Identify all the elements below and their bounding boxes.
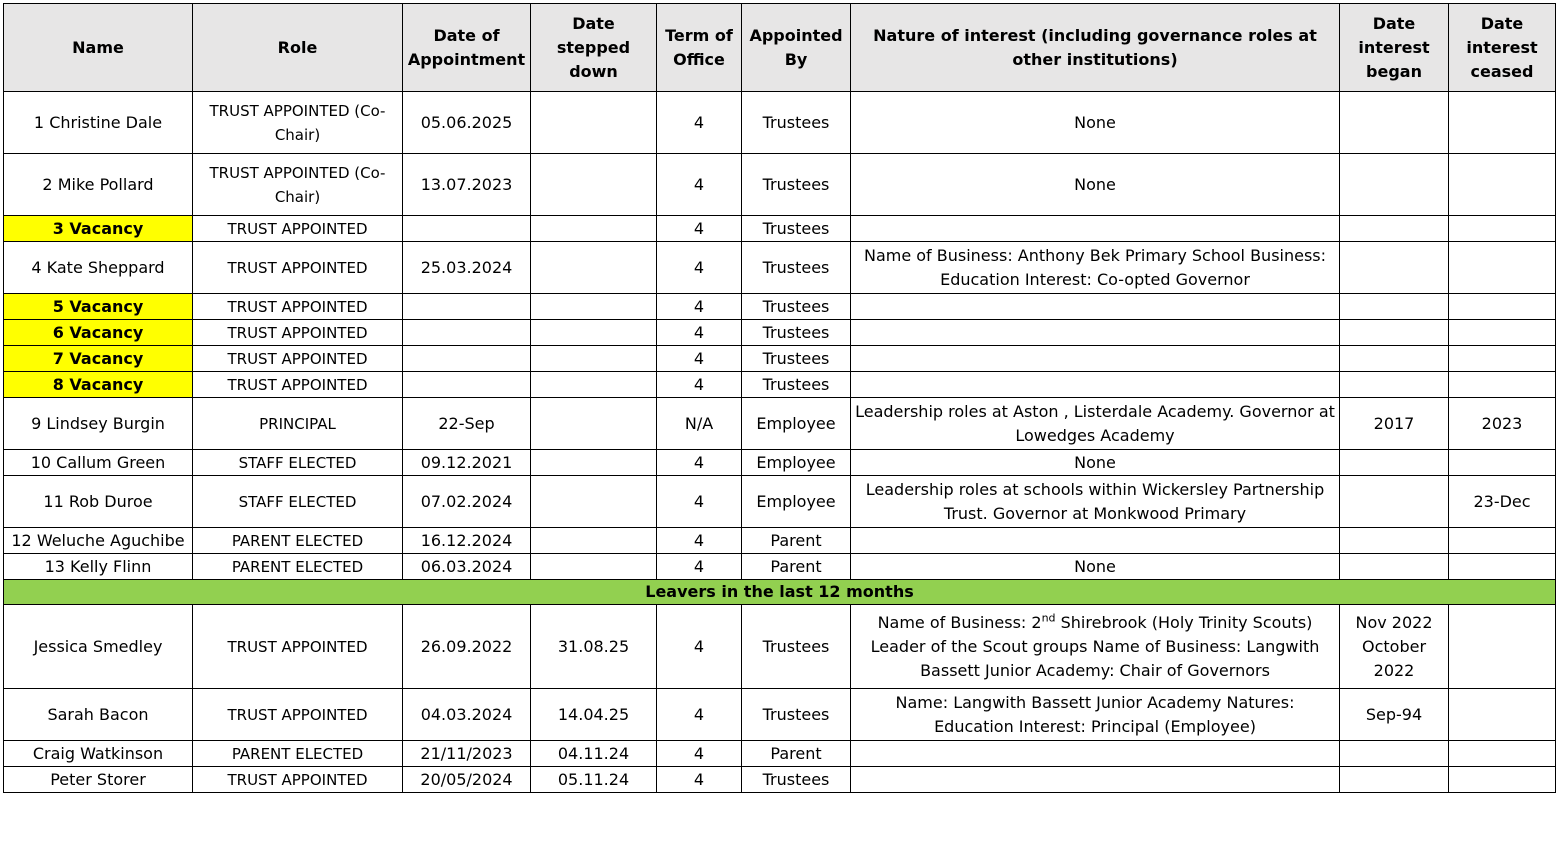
cell-name: Craig Watkinson: [4, 741, 193, 767]
table-row: [4, 605, 1556, 689]
cell-date-appointment: 04.03.2024: [403, 689, 531, 741]
nature-text-start: Name of Business: 2: [877, 612, 1042, 632]
cell-nature: Name: Langwith Bassett Junior Academy Natures: Education Interest: Principal (Employee): [851, 689, 1340, 741]
cell-role: PARENT ELECTED: [193, 554, 403, 580]
cell-interest-ceased: [1449, 741, 1556, 767]
cell-date-appointment: 21/11/2023: [403, 741, 531, 767]
cell-name: 2 Mike Pollard: [4, 154, 193, 216]
cell-name: 13 Kelly Flinn: [4, 554, 193, 580]
cell-interest-ceased: [1449, 294, 1556, 320]
cell-nature: None: [851, 92, 1340, 154]
cell-date-appointment: 05.06.2025: [403, 92, 531, 154]
cell-date-appointment: 16.12.2024: [403, 528, 531, 554]
cell-role: PARENT ELECTED: [193, 528, 403, 554]
cell-role: TRUST APPOINTED: [193, 605, 403, 689]
cell-nature: [851, 605, 1340, 689]
table-row: [4, 767, 1556, 793]
cell-date-stepped-down: [531, 528, 657, 554]
cell-interest-began: [1340, 528, 1449, 554]
cell-nature: None: [851, 154, 1340, 216]
cell-nature: Name of Business: Anthony Bek Primary School Business: Education Interest: Co-opted Governor: [851, 242, 1340, 294]
cell-date-stepped-down: [531, 294, 657, 320]
header-appointed-by: Appointed By: [742, 4, 851, 92]
cell-date-appointment: [403, 216, 531, 242]
cell-nature: [851, 528, 1340, 554]
table-row: [4, 346, 1556, 372]
cell-interest-ceased: [1449, 92, 1556, 154]
cell-name-vacancy: 6 Vacancy: [4, 320, 193, 346]
cell-interest-ceased: [1449, 346, 1556, 372]
cell-appointed-by: Trustees: [742, 92, 851, 154]
cell-term: 4: [657, 741, 742, 767]
cell-interest-ceased: [1449, 605, 1556, 689]
cell-interest-began: [1340, 92, 1449, 154]
cell-role: PRINCIPAL: [193, 398, 403, 450]
table-row: [4, 741, 1556, 767]
cell-appointed-by: Employee: [742, 398, 851, 450]
cell-term: 4: [657, 216, 742, 242]
table-row: [4, 242, 1556, 294]
header-date-appointment: Date of Appointment: [403, 4, 531, 92]
cell-term: 4: [657, 154, 742, 216]
cell-term: 4: [657, 476, 742, 528]
cell-appointed-by: Trustees: [742, 294, 851, 320]
cell-appointed-by: Trustees: [742, 346, 851, 372]
cell-interest-ceased: 23-Dec: [1449, 476, 1556, 528]
cell-role: TRUST APPOINTED (Co-Chair): [193, 92, 403, 154]
cell-date-stepped-down: [531, 216, 657, 242]
cell-nature: [851, 216, 1340, 242]
cell-interest-ceased: [1449, 154, 1556, 216]
table-row: [4, 372, 1556, 398]
cell-date-stepped-down: 31.08.25: [531, 605, 657, 689]
leavers-section-row: [4, 580, 1556, 605]
table-row: [4, 92, 1556, 154]
table-row: [4, 398, 1556, 450]
cell-term: 4: [657, 689, 742, 741]
cell-interest-began: [1340, 320, 1449, 346]
cell-date-appointment: 13.07.2023: [403, 154, 531, 216]
cell-date-appointment: [403, 372, 531, 398]
cell-interest-ceased: 2023: [1449, 398, 1556, 450]
cell-interest-ceased: [1449, 528, 1556, 554]
cell-interest-began: [1340, 154, 1449, 216]
cell-name-vacancy: 3 Vacancy: [4, 216, 193, 242]
cell-interest-began: [1340, 242, 1449, 294]
cell-interest-ceased: [1449, 242, 1556, 294]
cell-name: 1 Christine Dale: [4, 92, 193, 154]
cell-date-appointment: [403, 320, 531, 346]
cell-appointed-by: Trustees: [742, 372, 851, 398]
cell-interest-ceased: [1449, 689, 1556, 741]
cell-nature: Leadership roles at Aston , Listerdale Academy. Governor at Lowedges Academy: [851, 398, 1340, 450]
cell-date-appointment: 07.02.2024: [403, 476, 531, 528]
cell-interest-began: [1340, 294, 1449, 320]
cell-term: 4: [657, 605, 742, 689]
cell-appointed-by: Parent: [742, 528, 851, 554]
cell-name-vacancy: 8 Vacancy: [4, 372, 193, 398]
cell-date-appointment: 20/05/2024: [403, 767, 531, 793]
cell-interest-ceased: [1449, 372, 1556, 398]
cell-date-appointment: 06.03.2024: [403, 554, 531, 580]
cell-interest-began: [1340, 450, 1449, 476]
cell-role: TRUST APPOINTED: [193, 689, 403, 741]
cell-name: Jessica Smedley: [4, 605, 193, 689]
header-term: Term of Office: [657, 4, 742, 92]
cell-term: 4: [657, 554, 742, 580]
cell-role: TRUST APPOINTED: [193, 346, 403, 372]
cell-name: 9 Lindsey Burgin: [4, 398, 193, 450]
cell-interest-began: [1340, 476, 1449, 528]
cell-date-stepped-down: 14.04.25: [531, 689, 657, 741]
table-row: [4, 689, 1556, 741]
cell-role: TRUST APPOINTED: [193, 242, 403, 294]
cell-appointed-by: Parent: [742, 554, 851, 580]
cell-name: Peter Storer: [4, 767, 193, 793]
header-interest-began: Date interest began: [1340, 4, 1449, 92]
header-role: Role: [193, 4, 403, 92]
cell-term: 4: [657, 450, 742, 476]
cell-role: PARENT ELECTED: [193, 741, 403, 767]
cell-date-appointment: 26.09.2022: [403, 605, 531, 689]
table-row: [4, 216, 1556, 242]
governors-register-table: [3, 3, 1556, 793]
cell-appointed-by: Trustees: [742, 767, 851, 793]
cell-appointed-by: Trustees: [742, 242, 851, 294]
cell-date-appointment: 22-Sep: [403, 398, 531, 450]
cell-name-vacancy: 7 Vacancy: [4, 346, 193, 372]
cell-nature: [851, 372, 1340, 398]
cell-appointed-by: Employee: [742, 450, 851, 476]
cell-date-stepped-down: [531, 346, 657, 372]
cell-interest-ceased: [1449, 320, 1556, 346]
cell-role: TRUST APPOINTED: [193, 294, 403, 320]
table-row: [4, 154, 1556, 216]
header-date-stepped-down: Date stepped down: [531, 4, 657, 92]
cell-date-appointment: [403, 294, 531, 320]
cell-date-stepped-down: [531, 398, 657, 450]
cell-nature: [851, 320, 1340, 346]
nature-text-end: Shirebrook (Holy Trinity Scouts) Leader of the Scout groups Name of Business: Langwith Bassett Junior Academy: Chair of Governors: [870, 612, 1320, 680]
cell-appointed-by: Trustees: [742, 689, 851, 741]
cell-interest-began: [1340, 554, 1449, 580]
cell-nature: [851, 767, 1340, 793]
cell-term: 4: [657, 242, 742, 294]
cell-appointed-by: Parent: [742, 741, 851, 767]
cell-role: TRUST APPOINTED: [193, 320, 403, 346]
cell-term: 4: [657, 372, 742, 398]
header-interest-ceased: Date interest ceased: [1449, 4, 1556, 92]
cell-name: 12 Weluche Aguchibe: [4, 528, 193, 554]
cell-term: 4: [657, 294, 742, 320]
cell-interest-ceased: [1449, 216, 1556, 242]
header-row: [4, 4, 1556, 92]
table-row: [4, 528, 1556, 554]
cell-date-stepped-down: [531, 242, 657, 294]
nature-superscript: nd: [1041, 611, 1056, 625]
cell-name: 4 Kate Sheppard: [4, 242, 193, 294]
table-row: [4, 450, 1556, 476]
table-row: [4, 294, 1556, 320]
cell-date-stepped-down: 04.11.24: [531, 741, 657, 767]
cell-nature: [851, 741, 1340, 767]
cell-name: 10 Callum Green: [4, 450, 193, 476]
cell-date-stepped-down: 05.11.24: [531, 767, 657, 793]
cell-appointed-by: Trustees: [742, 605, 851, 689]
cell-nature: [851, 346, 1340, 372]
cell-appointed-by: Trustees: [742, 154, 851, 216]
cell-date-stepped-down: [531, 372, 657, 398]
cell-nature: [851, 294, 1340, 320]
cell-interest-began: 2017: [1340, 398, 1449, 450]
cell-nature: Leadership roles at schools within Wickersley Partnership Trust. Governor at Monkwood Primary: [851, 476, 1340, 528]
cell-interest-began: [1340, 767, 1449, 793]
table-row: [4, 476, 1556, 528]
cell-role: STAFF ELECTED: [193, 476, 403, 528]
cell-role: STAFF ELECTED: [193, 450, 403, 476]
cell-interest-began: [1340, 741, 1449, 767]
cell-nature: None: [851, 554, 1340, 580]
cell-role: TRUST APPOINTED: [193, 216, 403, 242]
cell-interest-ceased: [1449, 450, 1556, 476]
cell-name: 11 Rob Duroe: [4, 476, 193, 528]
cell-date-appointment: [403, 346, 531, 372]
cell-interest-ceased: [1449, 767, 1556, 793]
cell-date-appointment: 25.03.2024: [403, 242, 531, 294]
cell-interest-began: [1340, 372, 1449, 398]
cell-date-stepped-down: [531, 554, 657, 580]
table-row: [4, 320, 1556, 346]
header-name: Name: [4, 4, 193, 92]
cell-date-stepped-down: [531, 92, 657, 154]
cell-interest-began: [1340, 216, 1449, 242]
cell-role: TRUST APPOINTED: [193, 767, 403, 793]
cell-date-stepped-down: [531, 476, 657, 528]
cell-term: 4: [657, 528, 742, 554]
cell-role: TRUST APPOINTED: [193, 372, 403, 398]
cell-date-stepped-down: [531, 154, 657, 216]
cell-appointed-by: Trustees: [742, 216, 851, 242]
cell-term: 4: [657, 767, 742, 793]
cell-interest-began: Sep-94: [1340, 689, 1449, 741]
cell-nature: None: [851, 450, 1340, 476]
cell-date-stepped-down: [531, 450, 657, 476]
cell-appointed-by: Employee: [742, 476, 851, 528]
leavers-section-title: Leavers in the last 12 months: [4, 580, 1556, 605]
cell-interest-began: [1340, 346, 1449, 372]
header-nature-of-interest: Nature of interest (including governance roles at other institutions): [851, 4, 1340, 92]
cell-interest-ceased: [1449, 554, 1556, 580]
cell-interest-began: Nov 2022 October 2022: [1340, 605, 1449, 689]
cell-name-vacancy: 5 Vacancy: [4, 294, 193, 320]
cell-term: N/A: [657, 398, 742, 450]
cell-role: TRUST APPOINTED (Co-Chair): [193, 154, 403, 216]
cell-term: 4: [657, 92, 742, 154]
cell-date-appointment: 09.12.2021: [403, 450, 531, 476]
cell-appointed-by: Trustees: [742, 320, 851, 346]
cell-date-stepped-down: [531, 320, 657, 346]
cell-term: 4: [657, 346, 742, 372]
cell-term: 4: [657, 320, 742, 346]
table-row: [4, 554, 1556, 580]
cell-name: Sarah Bacon: [4, 689, 193, 741]
